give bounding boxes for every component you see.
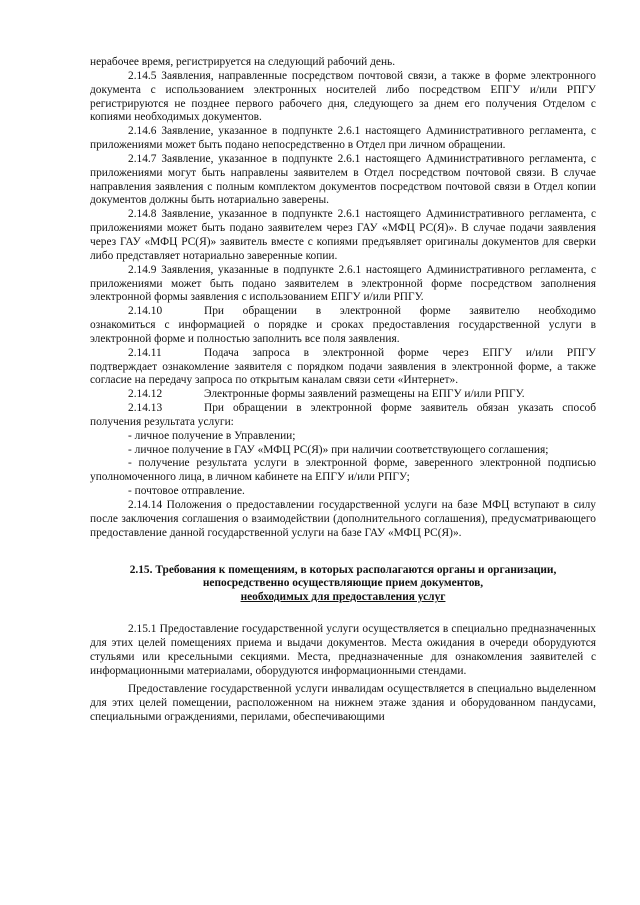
- paragraph-number: 2.14.13: [128, 402, 163, 415]
- heading-line-2: непосредственно осуществляющие прием документов,: [202, 577, 484, 590]
- paragraph-text: При обращении в электронной форме заявитель обязан указать способ: [204, 402, 596, 415]
- paragraph-text: Электронные формы заявлений размещены на ЕПГУ и/или РПГУ.: [204, 388, 525, 401]
- spacer: [90, 605, 596, 623]
- paragraph-2-14-12: [90, 388, 596, 402]
- paragraph-2-14-10-first-line: [90, 305, 596, 319]
- paragraph-2-14-13-first-line: [90, 402, 596, 416]
- list-item-dash: - личное получение в ГАУ «МФЦ РС(Я)» при наличии соответствующего соглашения;: [128, 443, 549, 456]
- paragraph-2-14-11-rest: подтверждает ознакомление заявителя с порядком подачи заявления в электронной форме, а также согласие на передачу запроса по открытым каналам связи сети «Интернет».: [90, 360, 596, 387]
- paragraph-2-14-14: 2.14.14 Положения о предоставлении государственной услуги на базе МФЦ вступают в силу после заключения соглашения о взаимодействии (дополнительного соглашения), предусматривающего предоставление данной государственной услуги на базе ГАУ «МФЦ РС(Я)».: [90, 499, 596, 539]
- heading-line-3: необходимых для предоставления услуг: [240, 591, 446, 604]
- section-heading-2-15: [90, 564, 596, 606]
- document-page: [90, 56, 596, 725]
- paragraph-2-14-7: 2.14.7 Заявление, указанное в подпункте 2.6.1 настоящего Административного регламента, с приложениями могут быть направлены заявителем в Отдел посредством почтовой связи. В случае направления заявления с полным комплектом документов посредством почтовой связи в Отдел копии документов должны быть нотариально заверены.: [90, 152, 596, 207]
- paragraph-2-14-11-first-line: [90, 347, 596, 361]
- paragraph-2-15-1: 2.15.1 Предоставление государственной услуги осуществляется в специально предназначенных для этих целей помещениях приема и выдачи документов. Места ожидания в очереди оборудуются стульями или кресельными секциями. Места, предназначенные для ознакомления заявителей с информационными материалами, оборудуются информационными стендами.: [90, 623, 596, 677]
- paragraph-disabled-access: Предоставление государственной услуги инвалидам осуществляется в специально выделенном для этих целей помещении, расположенном на нижнем этаже здания и оборудованном пандусами, специальными ограждениями, перилами, обеспечивающими: [90, 683, 596, 724]
- list-item-dash: - почтовое отправление.: [128, 485, 245, 498]
- paragraph-text: При обращении в электронной форме заявителю необходимо: [204, 305, 596, 318]
- paragraph-2-14-5: 2.14.5 Заявления, направленные посредством почтовой связи, а также в форме электронного документа с использованием электронных носителей либо посредством ЕПГУ и/или РПГУ регистрируются не позднее первого рабочего дня, следующего за днем его получения Отделом с копиями необходимых документов.: [90, 69, 596, 124]
- paragraph-number: 2.14.11: [128, 346, 162, 359]
- paragraph-2-14-10-rest: ознакомиться с информацией о порядке и сроках предоставления государственной услуги в электронной форме и полностью заполнить все поля заявления.: [90, 319, 596, 345]
- paragraph-continuation: нерабочее время, регистрируется на следующий рабочий день.: [90, 56, 396, 68]
- paragraph-text: Подача запроса в электронной форме через ЕПГУ и/или РПГУ: [204, 346, 596, 359]
- list-item-dash: - личное получение в Управлении;: [128, 429, 296, 442]
- paragraph-2-14-6: 2.14.6 Заявление, указанное в подпункте 2.6.1 настоящего Административного регламента, с приложениями может быть подано непосредственно в Отдел при личном обращении.: [90, 125, 596, 152]
- paragraph-2-14-13-rest: получения результата услуги:: [90, 415, 234, 428]
- paragraph-2-14-9: 2.14.9 Заявления, указанные в подпункте 2.6.1 настоящего Административного регламента, с приложениями может быть подано заявителем в электронной форме посредством заполнения электронной формы заявления с использованием ЕПГУ и/или РПГУ.: [90, 263, 596, 304]
- heading-line-1: 2.15. Требования к помещениям, в которых располагаются органы и организации,: [129, 563, 557, 576]
- paragraph-number: 2.14.12: [128, 388, 163, 401]
- list-item-dash: - получение результата услуги в электронной форме, заверенного электронной подписью уполномоченного лица, в личном кабинете на ЕПГУ и/или РПГУ;: [90, 457, 596, 484]
- paragraph-number: 2.14.10: [128, 305, 163, 318]
- paragraph-2-14-8: 2.14.8 Заявление, указанное в подпункте 2.6.1 настоящего Административного регламента, с приложениями может быть подано заявителем через ГАУ «МФЦ РС(Я)». В случае подачи заявления через ГАУ «МФЦ РС(Я)» заявитель вместе с копиями предъявляет оригиналы документов для сверки либо представляет нотариально заверенные копии.: [90, 208, 596, 262]
